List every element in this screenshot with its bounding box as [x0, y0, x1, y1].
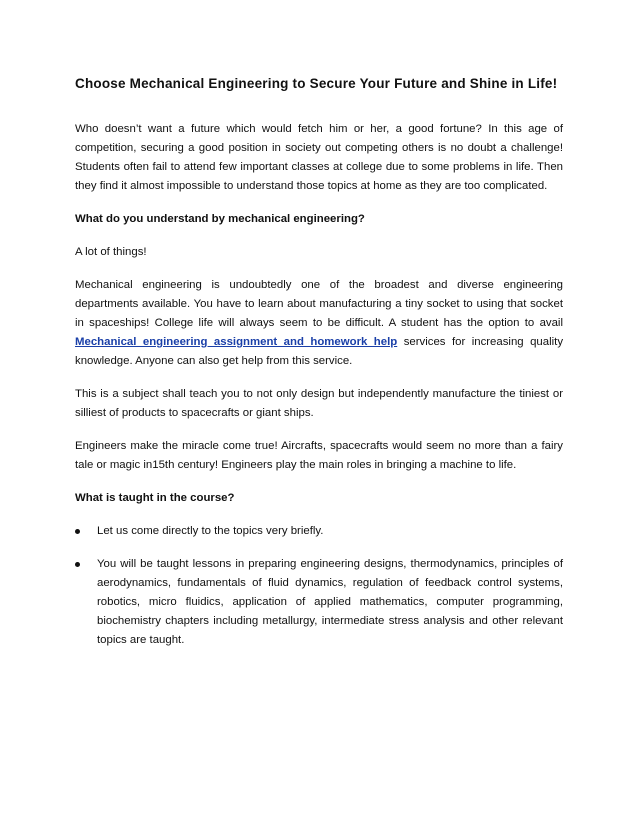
document-page — [75, 73, 563, 664]
homework-help-link[interactable]: Mechanical engineering assignment and homework help — [75, 336, 398, 348]
intro-paragraph: Who doesn’t want a future which would fetch him or her, a good fortune? In this age of competition, securing a good position in society out competing others is no doubt a challenge! Students often fail to attend few important classes at college due to some problems in life. Then they find it almost impossible to understand those topics at home as they are too complicated. — [75, 123, 563, 192]
list-item — [75, 522, 563, 541]
heading-understand: What do you understand by mechanical engineering? — [75, 213, 365, 225]
list-item-text: You will be taught lessons in preparing engineering designs, thermodynamics, principles of aerodynamics, fundamentals of fluid dynamics, regulation of feedback control systems, robotics, micro fluidics, application of applied mathematics, computer programming, biochemistry chapters including metallurgy, intermediate stress analysis and other relevant topics are taught. — [97, 558, 563, 646]
list-item — [75, 555, 563, 650]
heading-taught: What is taught in the course? — [75, 492, 235, 504]
document-title: Choose Mechanical Engineering to Secure Your Future and Shine in Life! — [75, 76, 558, 91]
mech-text-after-link: services for increasing quality knowledge. Anyone can also get help from this service. — [75, 336, 564, 367]
a-lot-paragraph: A lot of things! — [75, 246, 147, 258]
topics-list — [75, 522, 563, 650]
subject-paragraph: This is a subject shall teach you to not only design but independently manufacture the tiniest or silliest of products to spacecrafts or giant ships. — [75, 388, 563, 419]
engineers-paragraph: Engineers make the miracle come true! Aircrafts, spacecrafts would seem no more than a fairy tale or magic in15th century! Engineers play the main roles in bringing a machine to life. — [75, 440, 563, 471]
mech-text-before-link: Mechanical engineering is undoubtedly one of the broadest and diverse engineering departments available. You have to learn about manufacturing a tiny socket to using that socket in spaceships! College life will always seem to be difficult. A student has the option to avail — [75, 279, 563, 329]
list-item-text: Let us come directly to the topics very briefly. — [97, 525, 324, 537]
bullet-icon — [75, 529, 80, 534]
bullet-icon — [75, 562, 80, 567]
mechanical-engineering-paragraph — [75, 276, 563, 371]
